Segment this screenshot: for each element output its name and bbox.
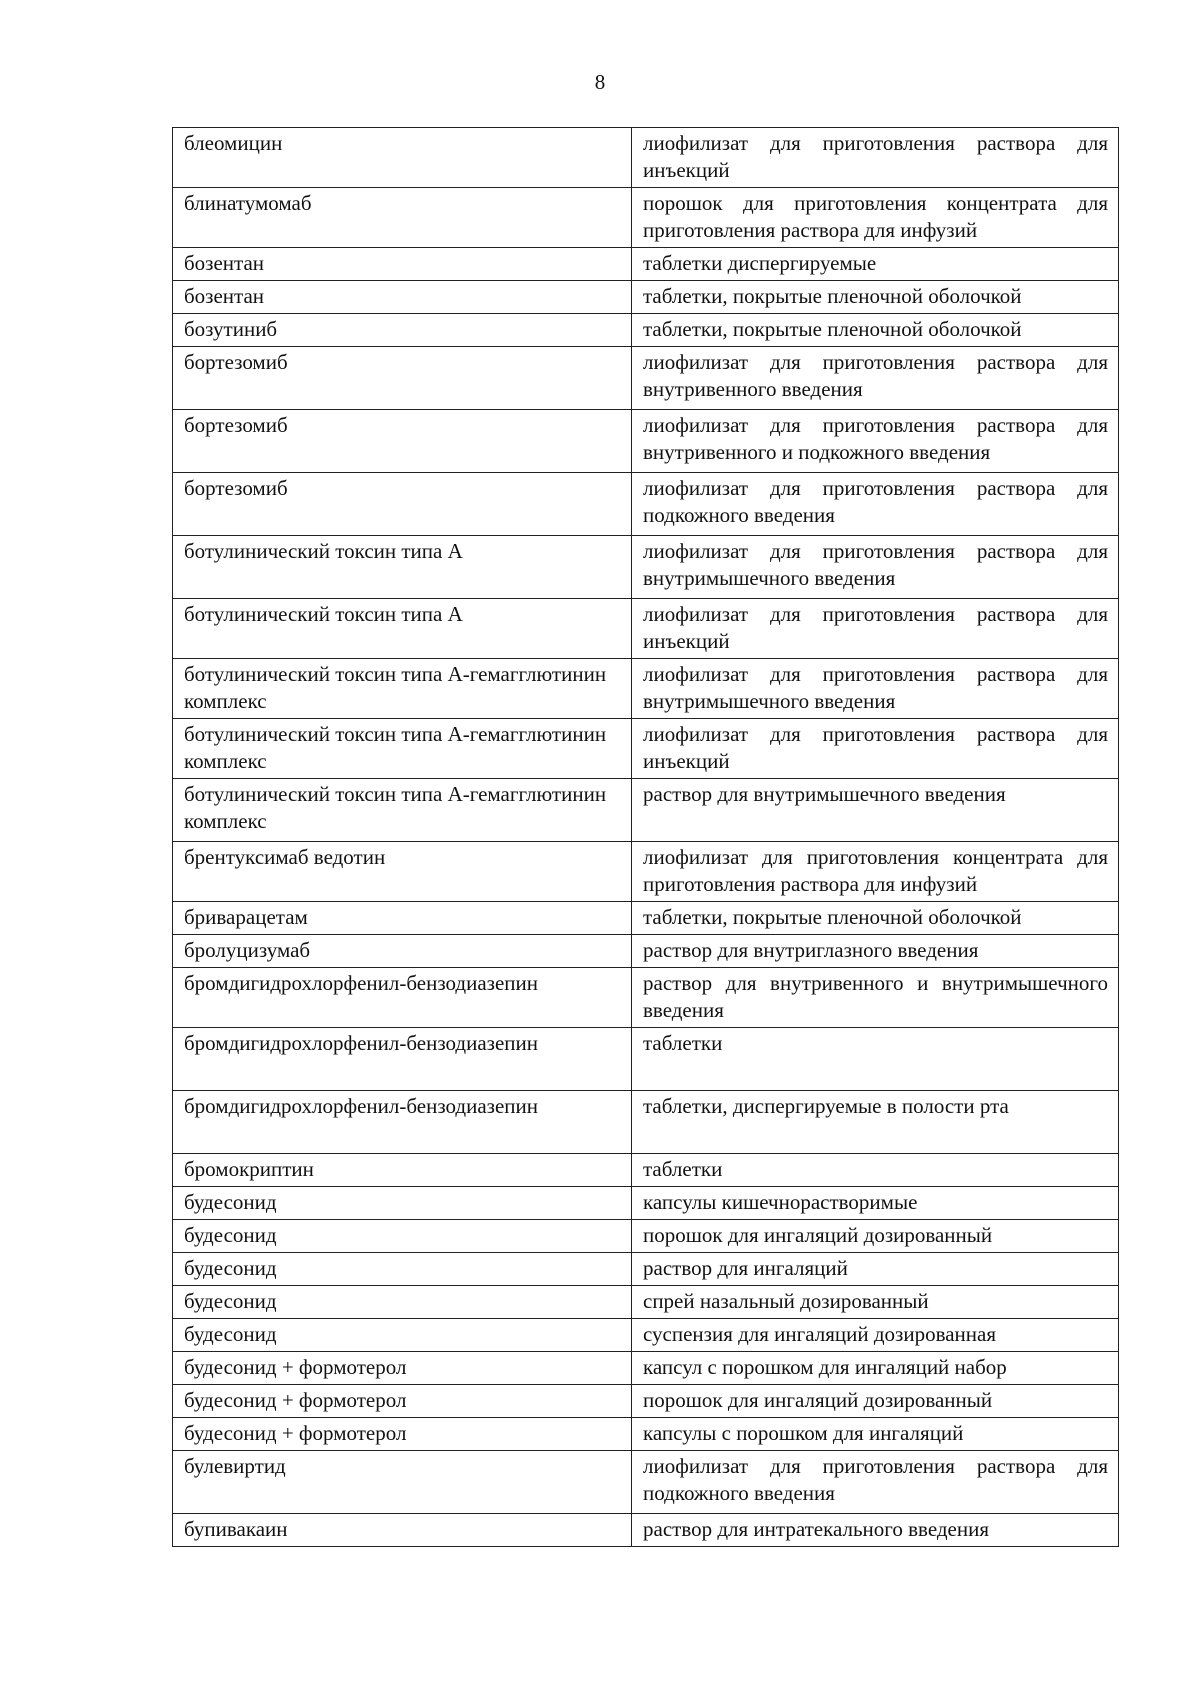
table-row bbox=[173, 779, 1119, 842]
page-number: 8 bbox=[594, 70, 606, 94]
drug-name-cell: бромдигидрохлорфенил-бензодиазепин bbox=[173, 968, 632, 1028]
drug-name-cell: бортезомиб bbox=[173, 410, 632, 473]
drug-name-cell: бортезомиб bbox=[173, 347, 632, 410]
drug-name-cell: бромдигидрохлорфенил-бензодиазепин bbox=[173, 1091, 632, 1154]
dosage-form-cell: таблетки диспергируемые bbox=[632, 248, 1119, 281]
drug-name-cell: будесонид bbox=[173, 1319, 632, 1352]
drug-name-cell: ботулинический токсин типа А-гемагглютинин комплекс bbox=[173, 719, 632, 779]
drug-name-cell: ботулинический токсин типа А-гемагглютинин комплекс bbox=[173, 779, 632, 842]
table-row bbox=[173, 188, 1119, 248]
table-row bbox=[173, 1352, 1119, 1385]
dosage-form-cell: раствор для ингаляций bbox=[632, 1253, 1119, 1286]
table-row bbox=[173, 1319, 1119, 1352]
drug-name-cell: будесонид + формотерол bbox=[173, 1385, 632, 1418]
drug-name-cell: бролуцизумаб bbox=[173, 935, 632, 968]
drug-name-cell: бромокриптин bbox=[173, 1154, 632, 1187]
dosage-form-cell: лиофилизат для приготовления раствора для подкожного введения bbox=[632, 473, 1119, 536]
table-row bbox=[173, 719, 1119, 779]
table-row bbox=[173, 347, 1119, 410]
drug-name-cell: блинатумомаб bbox=[173, 188, 632, 248]
table-row bbox=[173, 1418, 1119, 1451]
table-row bbox=[173, 1091, 1119, 1154]
dosage-form-cell: лиофилизат для приготовления раствора для инъекций bbox=[632, 128, 1119, 188]
dosage-form-cell: спрей назальный дозированный bbox=[632, 1286, 1119, 1319]
table-row bbox=[173, 314, 1119, 347]
drug-name-cell: будесонид bbox=[173, 1286, 632, 1319]
table-row bbox=[173, 281, 1119, 314]
drug-name-cell: бозентан bbox=[173, 248, 632, 281]
dosage-form-cell: порошок для ингаляций дозированный bbox=[632, 1220, 1119, 1253]
table-row bbox=[173, 1451, 1119, 1514]
dosage-form-cell: таблетки bbox=[632, 1028, 1119, 1091]
dosage-form-cell: раствор для внутримышечного введения bbox=[632, 779, 1119, 842]
dosage-form-cell: лиофилизат для приготовления концентрата для приготовления раствора для инфузий bbox=[632, 842, 1119, 902]
dosage-form-cell: лиофилизат для приготовления раствора для инъекций bbox=[632, 719, 1119, 779]
dosage-form-cell: капсулы кишечнорастворимые bbox=[632, 1187, 1119, 1220]
drug-name-cell: бромдигидрохлорфенил-бензодиазепин bbox=[173, 1028, 632, 1091]
table-row bbox=[173, 1286, 1119, 1319]
dosage-form-cell: лиофилизат для приготовления раствора для инъекций bbox=[632, 599, 1119, 659]
table-row bbox=[173, 659, 1119, 719]
table-row bbox=[173, 1187, 1119, 1220]
table-row bbox=[173, 1220, 1119, 1253]
dosage-form-cell: раствор для внутриглазного введения bbox=[632, 935, 1119, 968]
table-row bbox=[173, 1514, 1119, 1547]
dosage-form-cell: раствор для внутривенного и внутримышечного введения bbox=[632, 968, 1119, 1028]
table-row bbox=[173, 902, 1119, 935]
dosage-form-cell: таблетки bbox=[632, 1154, 1119, 1187]
drug-name-cell: ботулинический токсин типа А bbox=[173, 599, 632, 659]
drug-name-cell: бозутиниб bbox=[173, 314, 632, 347]
drug-name-cell: бозентан bbox=[173, 281, 632, 314]
table-row bbox=[173, 599, 1119, 659]
dosage-form-cell: таблетки, покрытые пленочной оболочкой bbox=[632, 281, 1119, 314]
table-row bbox=[173, 968, 1119, 1028]
dosage-form-cell: порошок для приготовления концентрата для приготовления раствора для инфузий bbox=[632, 188, 1119, 248]
table-row bbox=[173, 935, 1119, 968]
drug-name-cell: будесонид bbox=[173, 1253, 632, 1286]
dosage-form-cell: капсулы с порошком для ингаляций bbox=[632, 1418, 1119, 1451]
drug-name-cell: будесонид + формотерол bbox=[173, 1418, 632, 1451]
drug-name-cell: ботулинический токсин типа А-гемагглютинин комплекс bbox=[173, 659, 632, 719]
table-row bbox=[173, 473, 1119, 536]
dosage-form-cell: лиофилизат для приготовления раствора для внутримышечного введения bbox=[632, 659, 1119, 719]
dosage-form-cell: раствор для интратекального введения bbox=[632, 1514, 1119, 1547]
table-row bbox=[173, 536, 1119, 599]
dosage-form-cell: лиофилизат для приготовления раствора для внутримышечного введения bbox=[632, 536, 1119, 599]
table-row bbox=[173, 1385, 1119, 1418]
drug-name-cell: бриварацетам bbox=[173, 902, 632, 935]
table-row bbox=[173, 1253, 1119, 1286]
drug-name-cell: будесонид bbox=[173, 1187, 632, 1220]
dosage-form-cell: лиофилизат для приготовления раствора для внутривенного и подкожного введения bbox=[632, 410, 1119, 473]
drug-name-cell: бортезомиб bbox=[173, 473, 632, 536]
drug-name-cell: блеомицин bbox=[173, 128, 632, 188]
dosage-form-cell: суспензия для ингаляций дозированная bbox=[632, 1319, 1119, 1352]
table-row bbox=[173, 1154, 1119, 1187]
dosage-form-cell: лиофилизат для приготовления раствора для внутривенного введения bbox=[632, 347, 1119, 410]
dosage-form-cell: таблетки, диспергируемые в полости рта bbox=[632, 1091, 1119, 1154]
dosage-form-cell: таблетки, покрытые пленочной оболочкой bbox=[632, 314, 1119, 347]
table-row bbox=[173, 248, 1119, 281]
dosage-form-cell: порошок для ингаляций дозированный bbox=[632, 1385, 1119, 1418]
drug-name-cell: ботулинический токсин типа А bbox=[173, 536, 632, 599]
drug-name-cell: будесонид + формотерол bbox=[173, 1352, 632, 1385]
table-row bbox=[173, 410, 1119, 473]
dosage-form-cell: лиофилизат для приготовления раствора для подкожного введения bbox=[632, 1451, 1119, 1514]
dosage-form-cell: таблетки, покрытые пленочной оболочкой bbox=[632, 902, 1119, 935]
drug-name-cell: бупивакаин bbox=[173, 1514, 632, 1547]
table-row bbox=[173, 1028, 1119, 1091]
drug-table bbox=[172, 127, 1119, 1547]
table-row bbox=[173, 128, 1119, 188]
drug-name-cell: брентуксимаб ведотин bbox=[173, 842, 632, 902]
table-row bbox=[173, 842, 1119, 902]
drug-name-cell: будесонид bbox=[173, 1220, 632, 1253]
dosage-form-cell: капсул с порошком для ингаляций набор bbox=[632, 1352, 1119, 1385]
drug-name-cell: булевиртид bbox=[173, 1451, 632, 1514]
